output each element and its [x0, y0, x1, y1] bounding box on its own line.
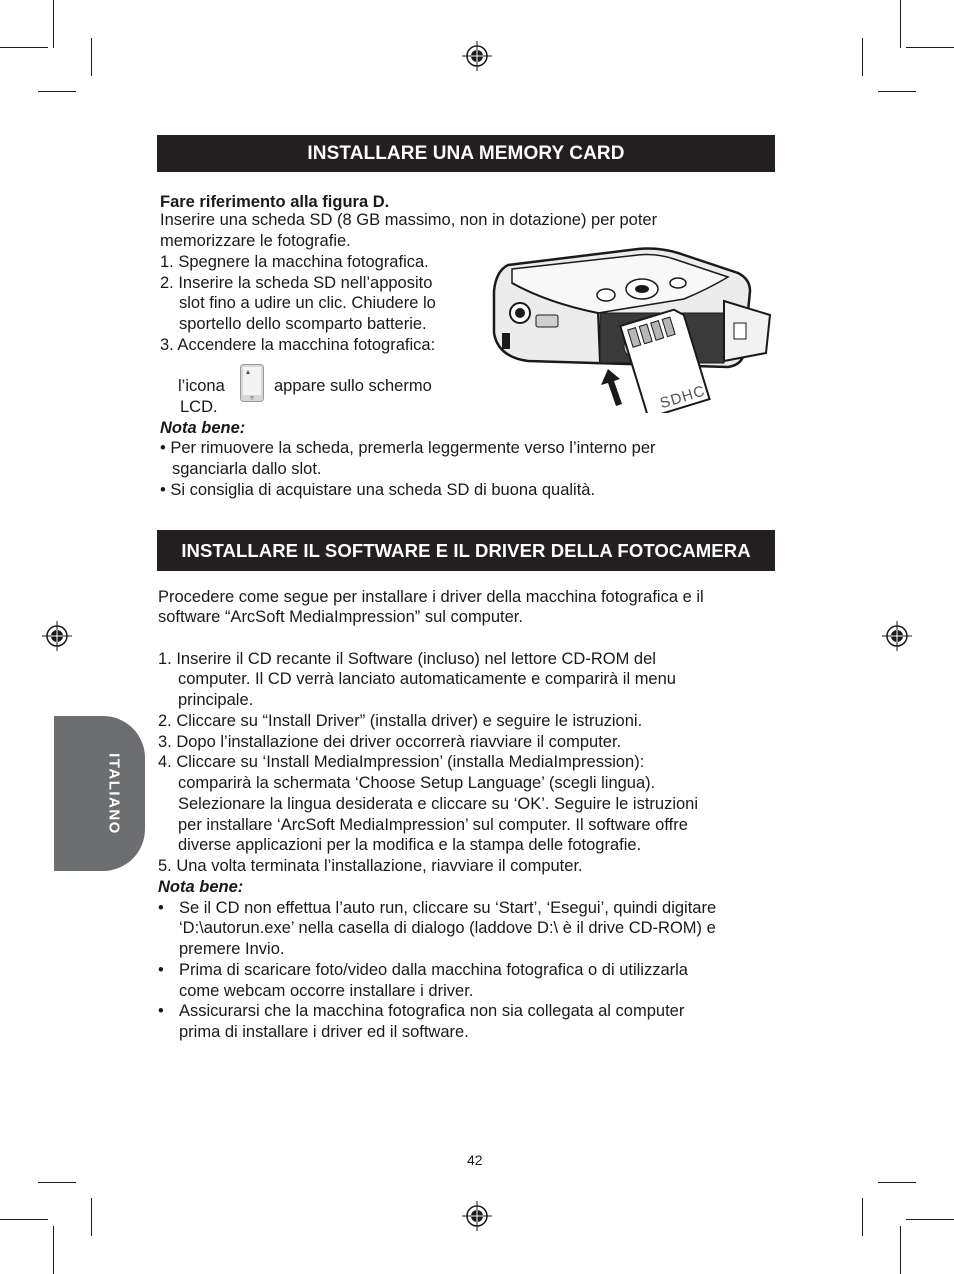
crop-mark [862, 1198, 863, 1236]
body-line: software “ArcSoft MediaImpression” sul computer. [158, 608, 523, 626]
step-line: comparirà la schermata ‘Choose Setup Language’ (scegli lingua). [178, 774, 656, 792]
body-line: Procedere come segue per installare i driver della macchina fotografica e il [158, 588, 704, 606]
step-line: 2. Cliccare su “Install Driver” (installa driver) e seguire le istruzioni. [158, 712, 643, 730]
note-title: Nota bene: [160, 419, 246, 437]
icon-text-before: l’icona [178, 377, 225, 395]
bullet-mark: • [158, 1002, 164, 1020]
figure-reference: Fare riferimento alla figura D. [160, 193, 390, 211]
registration-mark-icon [42, 621, 72, 651]
step-line: per installare ‘ArcSoft MediaImpression’ sul computer. Il software offre [178, 816, 688, 834]
crop-mark [906, 1219, 954, 1220]
camera-sd-illustration [488, 243, 774, 413]
step-line: 2. Inserire la scheda SD nell’apposito [160, 274, 433, 292]
crop-mark [53, 0, 54, 48]
note-line: Se il CD non effettua l’auto run, cliccare su ‘Start’, ‘Esegui’, quindi digitare [179, 899, 717, 917]
note-line: prima di installare i driver ed il software. [179, 1023, 469, 1041]
language-side-tab [54, 716, 145, 871]
crop-mark [900, 0, 901, 48]
step-line: slot fino a udire un clic. Chiudere lo [179, 294, 436, 312]
crop-mark [0, 47, 48, 48]
step-line: 3. Dopo l’installazione dei driver occorrerà riavviare il computer. [158, 733, 622, 751]
step-line: 4. Cliccare su ‘Install MediaImpression’ (installa MediaImpression): [158, 753, 645, 771]
step-line: computer. Il CD verrà lanciato automaticamente e comparirà il menu [178, 670, 676, 688]
step-line: sportello dello scomparto batterie. [179, 315, 427, 333]
crop-mark [878, 1182, 916, 1183]
note-line: come webcam occorre installare i driver. [179, 982, 474, 1000]
sdhc-label: SDHC [657, 382, 708, 413]
step-line: 1. Inserire il CD recante il Software (incluso) nel lettore CD-ROM del [158, 650, 656, 668]
page-number: 42 [467, 1152, 483, 1168]
registration-mark-icon [462, 1201, 492, 1231]
language-tab-label: ITALIANO [105, 753, 123, 835]
note-line: • Per rimuovere la scheda, premerla leggermente verso l’interno per [160, 439, 656, 457]
icon-text-after: appare sullo schermo [274, 377, 432, 395]
step-line: 1. Spegnere la macchina fotografica. [160, 253, 429, 271]
crop-mark [91, 1198, 92, 1236]
crop-mark [862, 38, 863, 76]
registration-mark-icon [462, 41, 492, 71]
section-heading-software-driver: INSTALLARE IL SOFTWARE E IL DRIVER DELLA FOTOCAMERA [157, 530, 775, 571]
registration-mark-icon [882, 621, 912, 651]
section-heading-memory-card: INSTALLARE UNA MEMORY CARD [157, 135, 775, 172]
note-line: sganciarla dallo slot. [172, 460, 322, 478]
note-line: Prima di scaricare foto/video dalla macchina fotografica o di utilizzarla [179, 961, 688, 979]
step-line: 3. Accendere la macchina fotografica: [160, 336, 436, 354]
note-line: ‘D:\autorun.exe’ nella casella di dialogo (laddove D:\ è il drive CD-ROM) e [179, 919, 716, 937]
bullet-mark: • [158, 961, 164, 979]
note-line: • Si consiglia di acquistare una scheda SD di buona qualità. [160, 481, 596, 499]
crop-mark [0, 1219, 48, 1220]
step-line: diverse applicazioni per la modifica e la stampa delle fotografie. [178, 836, 642, 854]
crop-mark [900, 1226, 901, 1274]
sd-card-icon [240, 364, 264, 402]
step-line: 5. Una volta terminata l’installazione, riavviare il computer. [158, 857, 583, 875]
crop-mark [53, 1226, 54, 1274]
crop-mark [878, 91, 916, 92]
note-line: Assicurarsi che la macchina fotografica non sia collegata al computer [179, 1002, 685, 1020]
crop-mark [38, 1182, 76, 1183]
body-line: Inserire una scheda SD (8 GB massimo, non in dotazione) per poter [160, 211, 658, 229]
step-line: Selezionare la lingua desiderata e cliccare su ‘OK’. Seguire le istruzioni [178, 795, 699, 813]
crop-mark [906, 47, 954, 48]
bullet-mark: • [158, 899, 164, 917]
note-line: premere Invio. [179, 940, 285, 958]
crop-mark [38, 91, 76, 92]
note-title: Nota bene: [158, 878, 244, 896]
body-line: memorizzare le fotografie. [160, 232, 351, 250]
crop-mark [91, 38, 92, 76]
icon-text-lcd: LCD. [180, 398, 218, 416]
step-line: principale. [178, 691, 254, 709]
